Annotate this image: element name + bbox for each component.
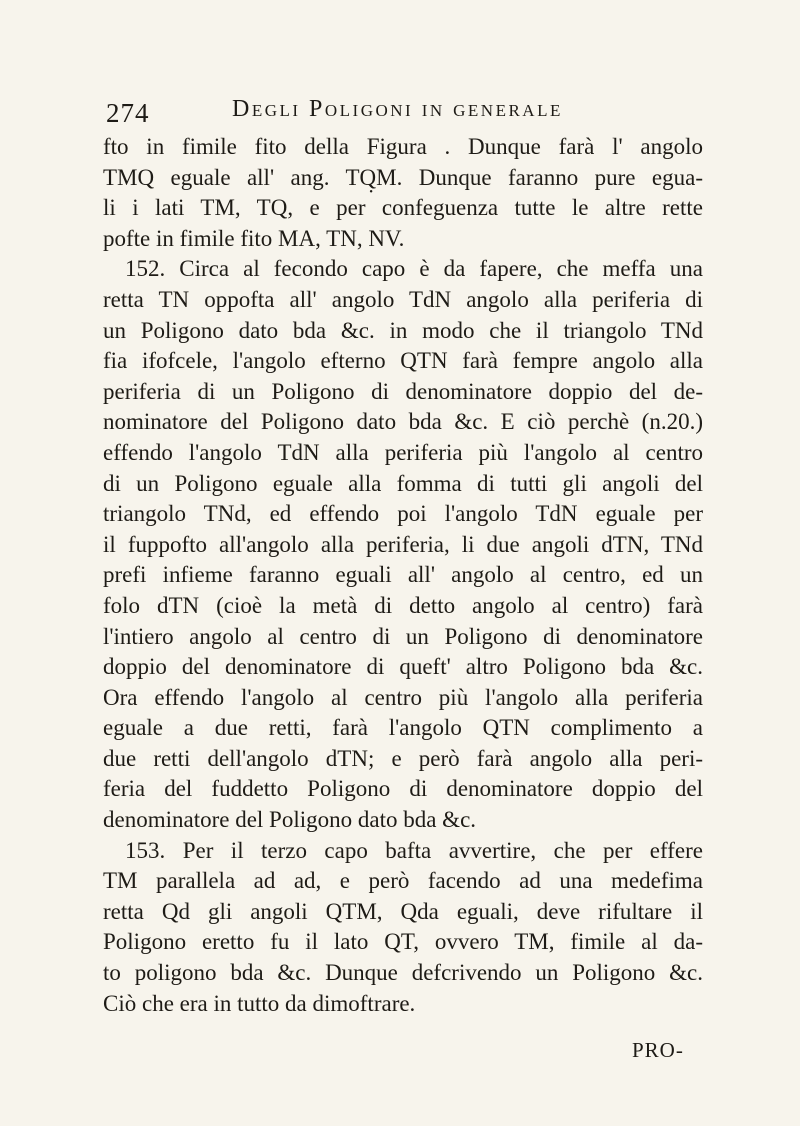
text-line: doppio del denominatore di queft' altro Poligono bda &c. [103, 654, 703, 680]
text-line: feria del fuddetto Poligono di denominatore doppio del [103, 776, 703, 802]
text-line: retta Qd gli angoli QTM, Qda eguali, deve rifultare il [103, 898, 703, 924]
text-line: Ora effendo l'angolo al centro più l'angolo alla periferia [103, 684, 703, 710]
text-line: il fuppofto all'angolo alla periferia, li due angoli dTN, TNd [103, 531, 703, 557]
text-line: 153. Per il terzo capo bafta avvertire, che per effere [125, 837, 703, 863]
text-line: denominatore del Poligono dato bda &c. [103, 807, 477, 833]
text-line: folo dTN (cioè la metà di detto angolo al centro) farà [103, 592, 703, 618]
text-line: pofte in fimile fito MA, TN, NV. [103, 225, 405, 251]
page-header [0, 92, 800, 128]
text-line: fto in fimile fito della Figura . Dunque farà l' angolo [103, 134, 703, 159]
text-line: TMQ eguale all' ang. TQ̣M. Dunque faranno pure egua- [103, 164, 703, 190]
text-line: di un Poligono eguale alla fomma di tutti gli angoli del [103, 470, 703, 496]
text-line: triangolo TNd, ed effendo poi l'angolo TdN eguale per [103, 501, 703, 527]
text-line: to poligono bda &c. Dunque defcrivendo un Poligono &c. [103, 960, 703, 986]
text-line: TM parallela ad ad, e però facendo ad una medefima [103, 868, 703, 894]
text-line: effendo l'angolo TdN alla periferia più l'angolo al centro [103, 439, 703, 465]
body-text [103, 132, 703, 1019]
text-line: Poligono eretto fu il lato QT, ovvero TM, fimile al da- [103, 929, 703, 955]
text-line: Ciò che era in tutto da dimoftrare. [103, 990, 416, 1016]
text-line: prefi infieme faranno eguali all' angolo al centro, ed un [103, 562, 703, 588]
catchword: PRO- [632, 1038, 684, 1062]
text-line: periferia di un Poligono di denominatore doppio del de- [103, 378, 703, 404]
text-line: nominatore del Poligono dato bda &c. E ciò perchè (n.20.) [103, 409, 703, 435]
text-line: retta TN oppofta all' angolo TdN angolo alla periferia di [103, 286, 703, 312]
text-line: li i lati TM, TQ, e per confeguenza tutte le altre rette [103, 195, 703, 221]
text-line: fia ifofcele, l'angolo efterno QTN farà fempre angolo alla [103, 348, 703, 374]
page-number: 274 [106, 98, 150, 128]
text-line: due retti dell'angolo dTN; e però farà angolo alla peri- [103, 745, 703, 771]
text-line: l'intiero angolo al centro di un Poligono di denominatore [103, 623, 703, 649]
text-line: un Poligono dato bda &c. in modo che il triangolo TNd [103, 317, 703, 343]
text-line: eguale a due retti, farà l'angolo QTN complimento a [103, 715, 703, 741]
text-line: 152. Circa al fecondo capo è da fapere, che meffa una [125, 256, 703, 282]
running-title: Degli Poligoni in generale [232, 96, 563, 122]
